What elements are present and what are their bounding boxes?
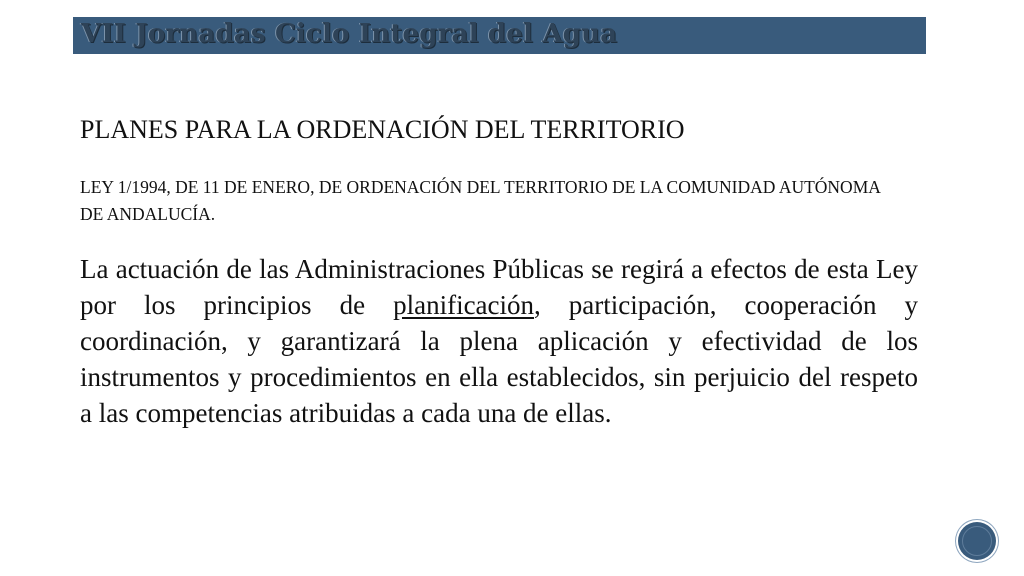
- law-reference: LEY 1/1994, DE 11 DE ENERO, DE ORDENACIÓN DEL TERRITORIO DE LA COMUNIDAD AUTÓNOMA DE ANDALUCÍA.: [80, 177, 880, 224]
- body-paragraph: [80, 251, 918, 431]
- badge-ring: [962, 526, 992, 556]
- underlined-term: planificación: [393, 290, 535, 320]
- section-heading: PLANES PARA LA ORDENACIÓN DEL TERRITORIO: [80, 115, 685, 144]
- title-bar: [73, 17, 926, 54]
- body-text-start: La actuación de las Administraciones Públicas se regirá a efectos de esta Ley por los principios de: [80, 254, 918, 320]
- body-text-end: , participación, cooperación y coordinación, y garantizará la plena aplicación y efectividad de los instrumentos y procedimientos en ella establecidos, sin perjuicio del respeto a las competencias atribuidas a cada una de ellas.: [80, 290, 918, 428]
- slide-title: VII Jornadas Ciclo Integral del Agua: [81, 19, 618, 49]
- slide-number-badge: [958, 522, 996, 560]
